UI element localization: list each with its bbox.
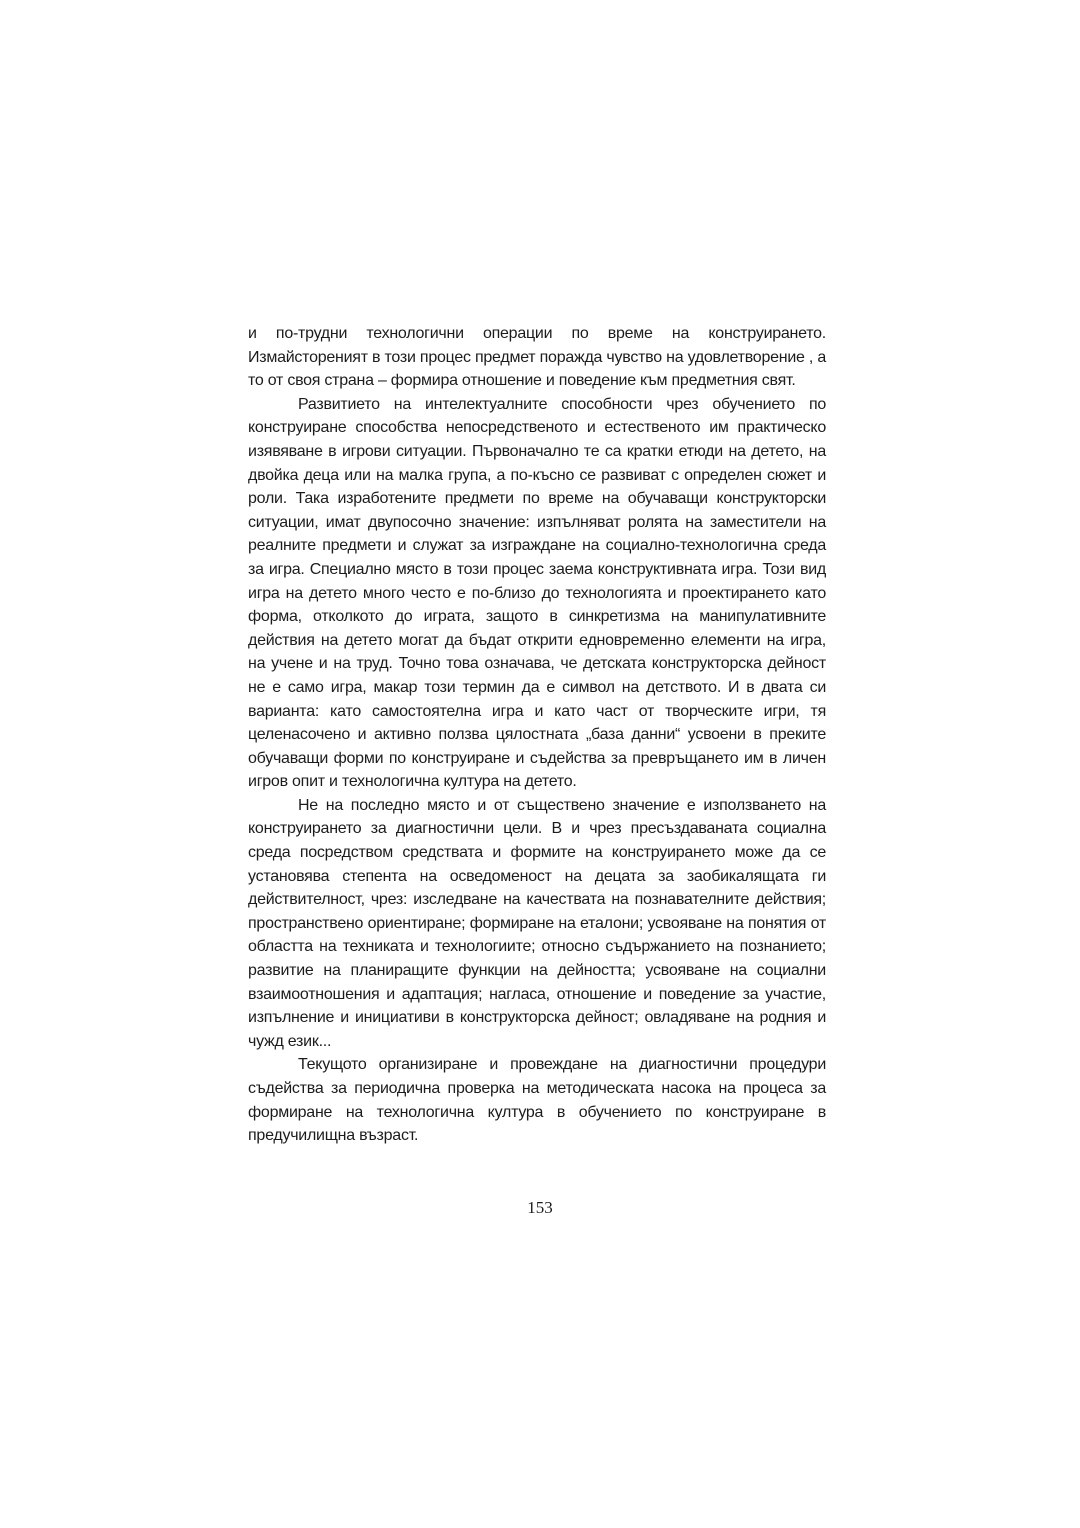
page-number: 153 xyxy=(527,1198,553,1217)
paragraph-3: Не на последно място и от съществено значение е използването на конструирането за диагностични цели. В и чрез пресъздаваната социална среда посредством средствата и формите на конструирането може да се установява степента на осведоменост на децата за заобикалящата ги действителност, чрез: изследване на качествата на познавателните действия; пространствено ориентиране; формиране на еталони; усвояване на понятия от областта на техниката и технологиите; относно съдържанието на познанието; развитие на планиращите функции на дейността; усвояване на социални взаимоотношения и адаптация; нагласа, отношение и поведение за участие, изпълнение и инициативи в конструкторска дейност; овладяване на родния и чужд език... xyxy=(248,796,826,1050)
paragraph-1: и по-трудни технологични операции по време на конструирането. Измайсторeният в този процес предмет поражда чувство на удовлетворение , а то от своя страна – формира отношение и поведение към предметния свят. xyxy=(248,325,826,390)
paragraph-4: Текущото организиране и провеждане на диагностични процедури съдейства за периодична проверка на методическата насока на процеса за формиране на технологична култура в обучението по конструиране в предучилищна възраст. xyxy=(248,1056,826,1145)
paragraph-2: Развитието на интелектуалните способности чрез обучението по конструиране способства непосредственото и естественото им практическо изявяване в игрови ситуации. Първоначално те са кратки етюди на детето, на двойка деца или на малка група, а по-късно се развиват с определен сюжет и роли. Така изработените предмети по време на обучаващи конструкторски ситуации, имат двупосочно значение: изпълняват ролята на заместители на реалните предмети и служат за изграждане на социално-технологична среда за игра. Специално място в този процес заема конструктивната игра. Този вид игра на детето много често е по-близо до технологията и проектирането като форма, отколкото до играта, защото в синкретизма на манипулативните действия на детето могат да бъдат открити едновременно елементи на игра, на учене и на труд. Точно това означава, че детската конструкторска дейност не е само игра, макар този термин да е символ на детството. И в двата си варианта: като самостоятелна игра и като част от творческите игри, тя целенасочено и активно ползва цялостната „база данни“ усвоени в преките обучаващи форми по конструиране и съдейства за превръщането им в личен игров опит и технологична култура на детето. xyxy=(248,395,826,791)
body-text xyxy=(248,322,826,1148)
